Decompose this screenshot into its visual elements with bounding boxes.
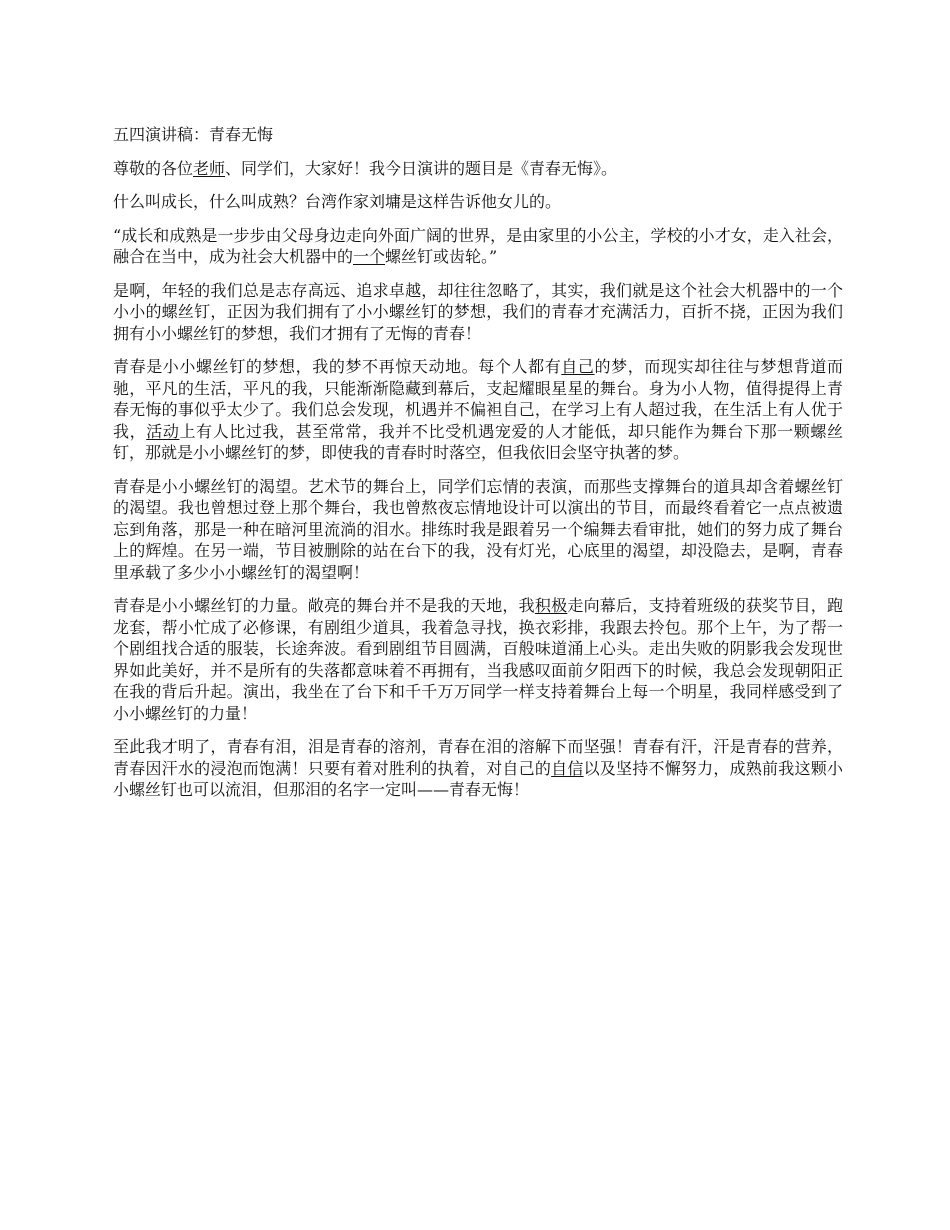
text-segment: 、同学们，大家好！我今日演讲的题目是《青春无悔》。: [225, 158, 618, 178]
text-segment: 是啊，年轻的我们总是志存高远、追求卓越，却往往忽略了，其实，我们就是这个社会大机器中的一个小小的螺丝钉，正因为我们拥有了小小螺丝钉的梦想，我们的青春才充满活力，百折不挠，正因为我们拥有小小螺丝钉的梦想，我们才拥有了无悔的青春！: [113, 280, 843, 343]
text-segment: 尊敬的各位: [113, 158, 194, 178]
underlined-link-teacher[interactable]: 老师: [193, 158, 226, 178]
underlined-link-active[interactable]: 积极: [534, 596, 568, 615]
text-segment: 青春是小小螺丝钉的渴望。艺术节的舞台上，同学们忘情的表演，而那些支撑舞台的道具却含着螺丝钉的渴望。我也曾想过登上那个舞台，我也曾熬夜忘情地设计可以演出的节目，而最终看着它一点点被遗忘到角落，那是一种在暗河里流淌的泪水。排练时我是跟着另一个编舞去看审批，她们的努力成了舞台上的辉煌。在另一端，节目被删除的站在台下的我，没有灯光，心底里的渴望，却没隐去，是啊，青春里承载了多少小小螺丝钉的渴望啊！: [113, 476, 843, 582]
paragraph-quote: [113, 225, 843, 268]
paragraph-screw: [113, 280, 843, 345]
document-page: [113, 124, 843, 813]
text-segment: 的梦，而现实却往往与梦想背道而驰，平凡的生活，平凡的我，只能渐渐隐藏到幕后，支起耀眼星星的舞台。身为小人物，值得提得上青春无悔的事似乎太少了。我们总会发现，机遇并不偏袒自己，在学习上有人超过我，在生活上有人优于我，: [113, 357, 843, 441]
text-segment: “成长和成熟是一步步由父母身边走向外面广阔的世界，是由家里的小公主，学校的小才女，走入社会，融合在当中，成为社会大机器中的: [113, 225, 843, 266]
text-segment: 青春是小小螺丝钉的力量。敞亮的舞台并不是我的天地，我: [113, 596, 535, 615]
text-segment: 什么叫成长，什么叫成熟？台湾作家刘墉是这样告诉他女儿的。: [113, 192, 562, 211]
text-segment: 至此我才明了，青春有泪，泪是青春的溶剂，青春在泪的溶解下而坚强！青春有汗，汗是青春的营养，青春因汗水的浸泡而饱满！只要有着对胜利的执着，对自己的: [113, 737, 843, 778]
paragraph-desire: [113, 476, 843, 584]
text-segment: 走向幕后，支持着班级的获奖节目，跑龙套，帮小忙成了必修课，有剧组少道具，我着急寻找，换衣彩排，我跟去拎包。那个上午，为了帮一个剧组找合适的服装，长途奔波。看到剧组节目圆满，百般味道涌上心头。走出失败的阴影我会发现世界如此美好，并不是所有的失落都意味着不再拥有，当我感叹面前夕阳西下的时候，我总会发现朝阳正在我的背后升起。演出，我坐在了台下和千千万万同学一样支持着舞台上每一个明星，我同样感受到了小小螺丝钉的力量！: [113, 596, 843, 723]
text-segment: 以及坚持不懈努力，成熟前我这颗小小螺丝钉也可以流泪，但那泪的名字一定叫——青春无悔！: [113, 758, 843, 799]
underlined-link-yige[interactable]: 一个: [353, 247, 386, 266]
underlined-link-confidence[interactable]: 自信: [551, 758, 584, 778]
text-segment: 螺丝钉或齿轮。”: [385, 247, 498, 266]
text-segment: 青春是小小螺丝钉的梦想，我的梦不再惊天动地。每个人都有: [113, 357, 562, 376]
paragraph-conclusion: [113, 736, 843, 801]
paragraph-question: [113, 191, 843, 213]
paragraph-strength: [113, 595, 843, 724]
text-segment: 上有人比过我，甚至常常，我并不比受机遇宠爱的人才能低，却只能作为舞台下那一颗螺丝钉，那就是小小螺丝钉的梦，即使我的青春时时落空，但我依旧会坚守执著的梦。: [113, 421, 843, 462]
document-title: [113, 124, 843, 146]
paragraph-dream: [113, 356, 843, 464]
underlined-link-activity[interactable]: 活动: [146, 421, 180, 441]
paragraph-greeting: [113, 158, 843, 180]
underlined-link-self[interactable]: 自己: [561, 357, 595, 376]
title-text: 五四演讲稿：青春无悔: [113, 125, 274, 144]
